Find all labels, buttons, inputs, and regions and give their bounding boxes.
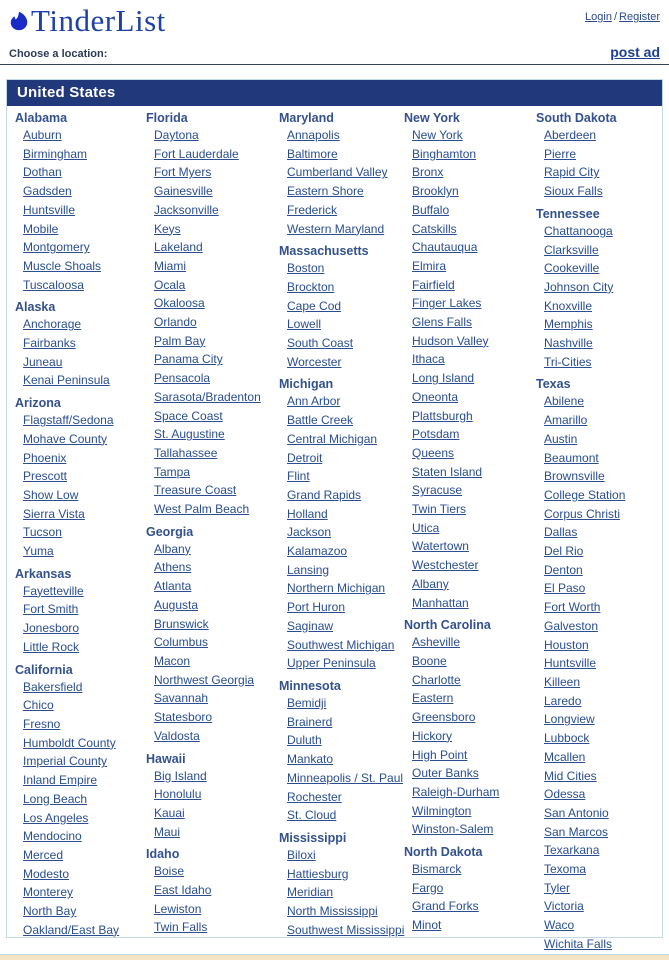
post-ad-link[interactable]: post ad	[610, 44, 660, 60]
state-column	[279, 111, 404, 960]
state-name: New York	[404, 111, 460, 125]
state-group	[146, 525, 279, 746]
city-link[interactable]: Raleigh-Durham	[412, 784, 500, 799]
city-link[interactable]: Keys	[154, 221, 181, 236]
city-link[interactable]: Austin	[544, 431, 578, 446]
city-link[interactable]: Wilmington	[412, 803, 472, 818]
city-link[interactable]: Cookeville	[544, 261, 600, 276]
city-link[interactable]: Pierre	[544, 146, 577, 161]
next-section-edge	[0, 954, 669, 960]
locations-grid	[7, 106, 662, 960]
city-link[interactable]: Huntsville	[544, 656, 597, 671]
state-column	[404, 111, 536, 960]
city-link[interactable]: Prescott	[23, 469, 68, 484]
state-name: Massachusetts	[279, 244, 369, 259]
city-link[interactable]: Utica	[412, 520, 440, 535]
city-link[interactable]: Aberdeen	[544, 128, 597, 142]
city-link[interactable]: Upper Peninsula	[287, 656, 376, 671]
city-link[interactable]: Savannah	[154, 691, 209, 706]
city-link[interactable]: Fort Myers	[154, 165, 212, 180]
state-name: Arizona	[15, 396, 61, 411]
city-link[interactable]: Minot	[412, 918, 442, 933]
city-link[interactable]: Augusta	[154, 597, 199, 612]
city-link[interactable]: Valdosta	[154, 728, 200, 743]
city-link[interactable]: North Bay	[23, 904, 77, 919]
city-link[interactable]: Duluth	[287, 733, 322, 748]
city-link[interactable]: Inland Empire	[23, 773, 98, 788]
city-link[interactable]: Killeen	[544, 674, 581, 689]
state-column	[146, 111, 279, 960]
state-group	[536, 207, 662, 372]
city-link[interactable]: Tallahassee	[154, 445, 218, 460]
city-link[interactable]: Sarasota/Bradenton	[154, 389, 261, 404]
state-group	[15, 300, 146, 390]
city-link[interactable]: Del Rio	[544, 544, 584, 559]
city-link[interactable]: Space Coast	[154, 408, 223, 423]
city-link[interactable]: Juneau	[23, 354, 63, 369]
city-link[interactable]: Show Low	[23, 487, 79, 502]
city-link[interactable]: Texoma	[544, 862, 587, 877]
city-link[interactable]: Grand Forks	[412, 899, 479, 914]
state-group	[404, 845, 536, 935]
divider	[0, 64, 669, 65]
city-link[interactable]: Twin Falls	[154, 920, 208, 935]
city-link[interactable]: Chattanooga	[544, 223, 613, 238]
city-link[interactable]: Hudson Valley	[412, 333, 489, 348]
city-link[interactable]: Humboldt County	[23, 735, 116, 750]
city-link[interactable]: Imperial County	[23, 754, 108, 769]
city-link[interactable]: Maui	[154, 824, 181, 839]
state-group	[279, 377, 404, 673]
city-link[interactable]: Ithaca	[412, 352, 445, 367]
city-link[interactable]: Mohave County	[23, 431, 108, 446]
city-link[interactable]: Fairfield	[412, 277, 455, 292]
state-group	[536, 111, 662, 201]
state-group	[536, 377, 662, 953]
city-link[interactable]: Sierra Vista	[23, 506, 85, 521]
state-name: Georgia	[146, 524, 194, 539]
auth-links	[585, 11, 660, 23]
city-link[interactable]: Orlando	[154, 315, 197, 330]
city-link[interactable]: Boston	[287, 261, 325, 276]
state-name: Arkansas	[15, 566, 72, 581]
state-group	[146, 111, 279, 519]
city-link[interactable]: San Marcos	[544, 824, 609, 839]
city-link[interactable]: Flint	[287, 469, 310, 484]
city-link[interactable]: Little Rock	[23, 639, 80, 654]
city-link[interactable]: Clarksville	[544, 242, 599, 257]
section-title: United States	[7, 80, 662, 106]
city-link[interactable]: Southwest Michigan	[287, 637, 395, 652]
city-link[interactable]: St. Cloud	[287, 808, 337, 823]
state-group	[404, 618, 536, 839]
city-link[interactable]: Nashville	[544, 336, 593, 351]
city-link[interactable]: Winston-Salem	[412, 822, 494, 837]
city-link[interactable]: Statesboro	[154, 710, 213, 725]
city-link[interactable]: Columbus	[154, 635, 209, 650]
login-link[interactable]: Login	[585, 11, 612, 23]
city-link[interactable]: El Paso	[544, 581, 586, 596]
city-link[interactable]: Fayetteville	[23, 583, 84, 598]
city-link[interactable]: Longview	[544, 712, 595, 727]
city-link[interactable]: Macon	[154, 653, 191, 668]
city-link[interactable]: Tampa	[154, 464, 191, 479]
city-link[interactable]: Merced	[23, 847, 64, 862]
city-link[interactable]: Staten Island	[412, 464, 483, 479]
city-link[interactable]: Queens	[412, 445, 455, 460]
state-group	[146, 847, 279, 937]
city-link[interactable]: Southwest Mississippi	[287, 922, 405, 937]
state-name: Tennessee	[536, 206, 600, 221]
city-link[interactable]: Charlotte	[412, 672, 461, 687]
city-link[interactable]: Miami	[154, 258, 186, 273]
city-link[interactable]: Hickory	[412, 728, 453, 743]
city-link[interactable]: Albany	[154, 541, 191, 556]
choose-location-label: Choose a location:	[9, 48, 108, 60]
city-link[interactable]: Los Angeles	[23, 810, 89, 825]
city-link[interactable]: Athens	[154, 560, 192, 575]
city-link[interactable]: Galveston	[544, 618, 599, 633]
city-link[interactable]: Auburn	[23, 128, 62, 142]
top-bar	[0, 0, 669, 42]
state-name: California	[15, 662, 73, 677]
city-link[interactable]: Flagstaff/Sedona	[23, 413, 114, 428]
state-name: South Dakota	[536, 111, 617, 125]
city-link[interactable]: Lakeland	[154, 240, 203, 255]
city-link[interactable]: Minneapolis / St. Paul	[287, 770, 404, 785]
city-link[interactable]: Eastern	[412, 691, 454, 706]
city-link[interactable]: Lewiston	[154, 901, 202, 916]
city-link[interactable]: Modesto	[23, 866, 70, 881]
city-link[interactable]: Jonesboro	[23, 621, 80, 636]
city-link[interactable]: Phoenix	[23, 450, 67, 465]
city-link[interactable]: Tri-Cities	[544, 354, 592, 369]
city-link[interactable]: Brunswick	[154, 616, 209, 631]
city-link[interactable]: Kauai	[154, 805, 185, 820]
state-name: Idaho	[146, 847, 180, 862]
state-group	[146, 752, 279, 842]
state-group	[15, 396, 146, 561]
city-link[interactable]: Outer Banks	[412, 766, 479, 781]
city-link[interactable]: San Antonio	[544, 805, 609, 820]
city-link[interactable]: Twin Tiers	[412, 502, 467, 517]
flame-icon	[8, 8, 30, 34]
city-link[interactable]: Rochester	[287, 789, 342, 804]
city-link[interactable]: Oakland/East Bay	[23, 922, 120, 937]
city-link[interactable]: Muscle Shoals	[23, 258, 102, 273]
auth-separator: /	[613, 11, 618, 23]
city-link[interactable]: Brockton	[287, 279, 335, 294]
city-link[interactable]: Brooklyn	[412, 184, 459, 199]
city-link[interactable]: St. Augustine	[154, 427, 225, 442]
city-link[interactable]: Lansing	[287, 562, 330, 577]
city-link[interactable]: Chico	[23, 698, 54, 713]
city-link[interactable]: Montgomery	[23, 240, 90, 255]
city-link[interactable]: High Point	[412, 747, 468, 762]
city-link[interactable]: Albany	[412, 576, 449, 591]
city-link[interactable]: Meridian	[287, 885, 334, 900]
city-link[interactable]: Potsdam	[412, 427, 460, 442]
city-link[interactable]: Bemidji	[287, 695, 327, 710]
state-name: Alaska	[15, 300, 56, 315]
city-link[interactable]: Frederick	[287, 202, 338, 217]
city-link[interactable]: Mid Cities	[544, 768, 597, 783]
state-name: Maryland	[279, 111, 334, 125]
city-link[interactable]: Honolulu	[154, 787, 202, 802]
city-link[interactable]: Lubbock	[544, 731, 590, 746]
city-link[interactable]: Anchorage	[23, 317, 82, 332]
city-link[interactable]: Northwest Georgia	[154, 672, 255, 687]
city-link[interactable]: Monterey	[23, 885, 74, 900]
state-name: Minnesota	[279, 678, 341, 693]
city-link[interactable]: Cape Cod	[287, 298, 342, 313]
city-link[interactable]: Kalamazoo	[287, 544, 348, 559]
city-link[interactable]: Northern Michigan	[287, 581, 386, 596]
city-link[interactable]: Saginaw	[287, 618, 334, 633]
city-link[interactable]: Corpus Christi	[544, 506, 621, 521]
city-link[interactable]: Annapolis	[287, 128, 340, 142]
city-link[interactable]: Glens Falls	[412, 315, 473, 330]
state-name: Alabama	[15, 111, 68, 125]
site-logo[interactable]	[8, 4, 661, 38]
city-link[interactable]: Detroit	[287, 450, 323, 465]
city-link[interactable]: Johnson City	[544, 279, 614, 294]
city-link[interactable]: Plattsburgh	[412, 408, 473, 423]
city-link[interactable]: Waco	[544, 918, 575, 933]
city-link[interactable]: College Station	[544, 487, 626, 502]
city-link[interactable]: Pensacola	[154, 371, 211, 386]
city-link[interactable]: Elmira	[412, 258, 447, 273]
city-link[interactable]: Fargo	[412, 880, 444, 895]
city-link[interactable]: Greensboro	[412, 710, 476, 725]
city-link[interactable]: Kenai Peninsula	[23, 373, 110, 388]
city-link[interactable]: Western Maryland	[287, 221, 385, 236]
city-link[interactable]: Bronx	[412, 165, 444, 180]
city-link[interactable]: Memphis	[544, 317, 593, 332]
state-column	[536, 111, 662, 960]
city-link[interactable]: Dothan	[23, 165, 62, 180]
city-link[interactable]: Watertown	[412, 539, 469, 554]
city-link[interactable]: New York	[412, 128, 463, 142]
state-group	[279, 679, 404, 825]
city-link[interactable]: Laredo	[544, 693, 582, 708]
city-link[interactable]: Odessa	[544, 787, 586, 802]
city-link[interactable]: Fort Smith	[23, 602, 79, 617]
city-link[interactable]: Big Island	[154, 768, 207, 783]
city-link[interactable]: Brainerd	[287, 714, 333, 729]
city-link[interactable]: Birmingham	[23, 146, 88, 161]
state-name: Texas	[536, 377, 571, 392]
city-link[interactable]: Asheville	[412, 635, 461, 650]
city-link[interactable]: Knoxville	[544, 298, 593, 313]
city-link[interactable]: Mcallen	[544, 749, 586, 764]
city-link[interactable]: Holland	[287, 506, 328, 521]
city-link[interactable]: Fort Worth	[544, 600, 601, 615]
city-link[interactable]: South Coast	[287, 336, 354, 351]
state-group	[15, 663, 146, 940]
city-link[interactable]: Gainesville	[154, 184, 213, 199]
city-link[interactable]: Tucson	[23, 525, 62, 540]
city-link[interactable]: Houston	[544, 637, 589, 652]
city-link[interactable]: Abilene	[544, 394, 585, 409]
city-link[interactable]: Jackson	[287, 525, 332, 540]
city-link[interactable]: Bakersfield	[23, 679, 83, 694]
state-group	[279, 244, 404, 371]
city-link[interactable]: Panama City	[154, 352, 223, 367]
city-link[interactable]: Fairbanks	[23, 336, 76, 351]
state-name: North Carolina	[404, 618, 491, 633]
city-link[interactable]: Hattiesburg	[287, 866, 349, 881]
city-link[interactable]: Cumberland Valley	[287, 165, 388, 180]
city-link[interactable]: Sioux Falls	[544, 184, 603, 199]
state-name: Florida	[146, 111, 188, 125]
city-link[interactable]: Wichita Falls	[544, 936, 613, 951]
city-link[interactable]: Chautauqua	[412, 240, 478, 255]
city-link[interactable]: Worcester	[287, 354, 342, 369]
city-link[interactable]: Mankato	[287, 752, 334, 767]
city-link[interactable]: Jacksonville	[154, 202, 219, 217]
city-link[interactable]: Mobile	[23, 221, 59, 236]
state-name: Michigan	[279, 377, 334, 392]
city-link[interactable]: Texarkana	[544, 843, 600, 858]
state-group	[404, 111, 536, 612]
state-group	[279, 831, 404, 940]
united-states-section	[6, 79, 663, 951]
state-group	[279, 111, 404, 238]
city-link[interactable]: Tyler	[544, 880, 571, 895]
city-link[interactable]: Oneonta	[412, 389, 459, 404]
city-link[interactable]: Central Michigan	[287, 431, 378, 446]
city-link[interactable]: Palm Bay	[154, 333, 206, 348]
location-prompt-bar	[0, 42, 669, 63]
city-link[interactable]: Eastern Shore	[287, 184, 364, 199]
city-link[interactable]: Boise	[154, 864, 185, 879]
city-link[interactable]: Biloxi	[287, 847, 316, 862]
city-link[interactable]: Manhattan	[412, 595, 469, 610]
city-link[interactable]: Rapid City	[544, 165, 600, 180]
state-column	[15, 111, 146, 960]
state-group	[15, 567, 146, 657]
city-link[interactable]: Ann Arbor	[287, 394, 341, 409]
city-link[interactable]: Atlanta	[154, 579, 192, 594]
city-link[interactable]: Treasure Coast	[154, 483, 237, 498]
city-link[interactable]: Okaloosa	[154, 296, 205, 311]
city-link[interactable]: Fresno	[23, 716, 61, 731]
city-link[interactable]: Catskills	[412, 221, 457, 236]
city-link[interactable]: Yuma	[23, 544, 54, 559]
state-name: Mississippi	[279, 830, 347, 845]
city-link[interactable]: Gadsden	[23, 184, 72, 199]
state-name: North Dakota	[404, 845, 483, 860]
city-link[interactable]: Fort Lauderdale	[154, 146, 239, 161]
city-link[interactable]: Bismarck	[412, 862, 462, 877]
city-link[interactable]: Mendocino	[23, 829, 82, 844]
city-link[interactable]: Westchester	[412, 558, 479, 573]
city-link[interactable]: Brownsville	[544, 469, 605, 484]
city-link[interactable]: Ocala	[154, 277, 186, 292]
state-name: Hawaii	[146, 751, 186, 766]
city-link[interactable]: Boone	[412, 653, 447, 668]
city-link[interactable]: Finger Lakes	[412, 296, 482, 311]
city-link[interactable]: West Palm Beach	[154, 502, 250, 517]
city-link[interactable]: Battle Creek	[287, 413, 354, 428]
city-link[interactable]: Long Beach	[23, 791, 88, 806]
city-link[interactable]: Buffalo	[412, 202, 450, 217]
city-link[interactable]: Huntsville	[23, 202, 76, 217]
city-link[interactable]: Syracuse	[412, 483, 463, 498]
city-link[interactable]: East Idaho	[154, 883, 212, 898]
city-link[interactable]: Victoria	[544, 899, 584, 914]
city-link[interactable]: Daytona	[154, 128, 199, 142]
city-link[interactable]: Beaumont	[544, 450, 599, 465]
city-link[interactable]: Port Huron	[287, 600, 346, 615]
city-link[interactable]: Lowell	[287, 317, 322, 332]
city-link[interactable]: Grand Rapids	[287, 487, 362, 502]
logo-text: TinderList	[31, 3, 166, 38]
city-link[interactable]: Tuscaloosa	[23, 277, 84, 292]
city-link[interactable]: North Mississippi	[287, 904, 378, 919]
city-link[interactable]: Dallas	[544, 525, 578, 540]
register-link[interactable]: Register	[619, 11, 660, 23]
city-link[interactable]: Binghamton	[412, 146, 477, 161]
city-link[interactable]: Long Island	[412, 371, 475, 386]
state-group	[15, 111, 146, 294]
city-link[interactable]: Denton	[544, 562, 583, 577]
city-link[interactable]: Amarillo	[544, 413, 588, 428]
city-link[interactable]: Baltimore	[287, 146, 338, 161]
